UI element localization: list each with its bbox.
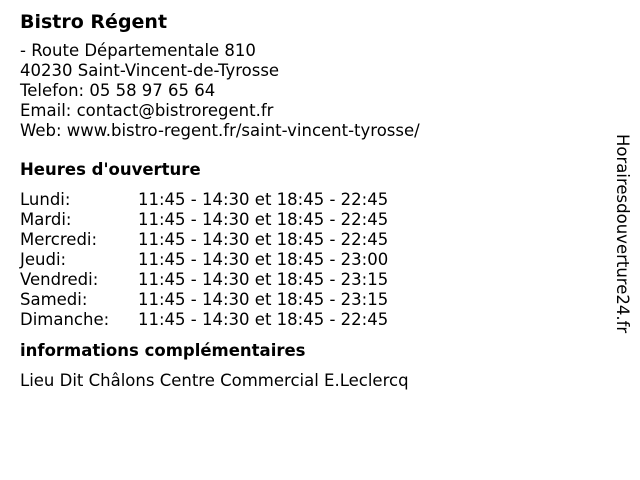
website-url: Web: www.bistro-regent.fr/saint-vincent-tyrosse/: [20, 121, 420, 140]
hours-row-thursday: [20, 250, 600, 270]
hours-row-sunday: [20, 310, 600, 330]
hours-row-saturday: [20, 290, 600, 310]
time-range: 11:45 - 14:30 et 18:45 - 22:45: [138, 230, 389, 249]
contact-block: [20, 41, 600, 141]
hours-row-friday: [20, 270, 600, 290]
hours-row-monday: [20, 190, 600, 210]
opening-hours-heading: Heures d'ouverture: [20, 160, 201, 179]
time-range: 11:45 - 14:30 et 18:45 - 22:45: [138, 210, 389, 229]
additional-info-text: Lieu Dit Châlons Centre Commercial E.Leclercq: [20, 371, 409, 390]
address-city: 40230 Saint-Vincent-de-Tyrosse: [20, 61, 280, 80]
day-label: Samedi:: [20, 290, 88, 309]
time-range: 11:45 - 14:30 et 18:45 - 23:15: [138, 270, 389, 289]
opening-hours-table: [20, 190, 600, 330]
time-range: 11:45 - 14:30 et 18:45 - 22:45: [138, 190, 389, 209]
day-label: Jeudi:: [20, 250, 67, 269]
day-label: Vendredi:: [20, 270, 99, 289]
business-name: Bistro Régent: [20, 11, 168, 33]
site-watermark: Horairesdouverture24.fr: [613, 134, 632, 334]
time-range: 11:45 - 14:30 et 18:45 - 23:15: [138, 290, 389, 309]
hours-row-tuesday: [20, 210, 600, 230]
day-label: Lundi:: [20, 190, 71, 209]
day-label: Dimanche:: [20, 310, 110, 329]
day-label: Mardi:: [20, 210, 72, 229]
time-range: 11:45 - 14:30 et 18:45 - 22:45: [138, 310, 389, 329]
time-range: 11:45 - 14:30 et 18:45 - 23:00: [138, 250, 389, 269]
hours-row-wednesday: [20, 230, 600, 250]
additional-info-heading: informations complémentaires: [20, 341, 306, 360]
business-card: [20, 10, 600, 391]
phone-number: Telefon: 05 58 97 65 64: [20, 81, 216, 100]
address-street: - Route Départementale 810: [20, 41, 256, 60]
email-address: Email: contact@bistroregent.fr: [20, 101, 274, 120]
day-label: Mercredi:: [20, 230, 98, 249]
